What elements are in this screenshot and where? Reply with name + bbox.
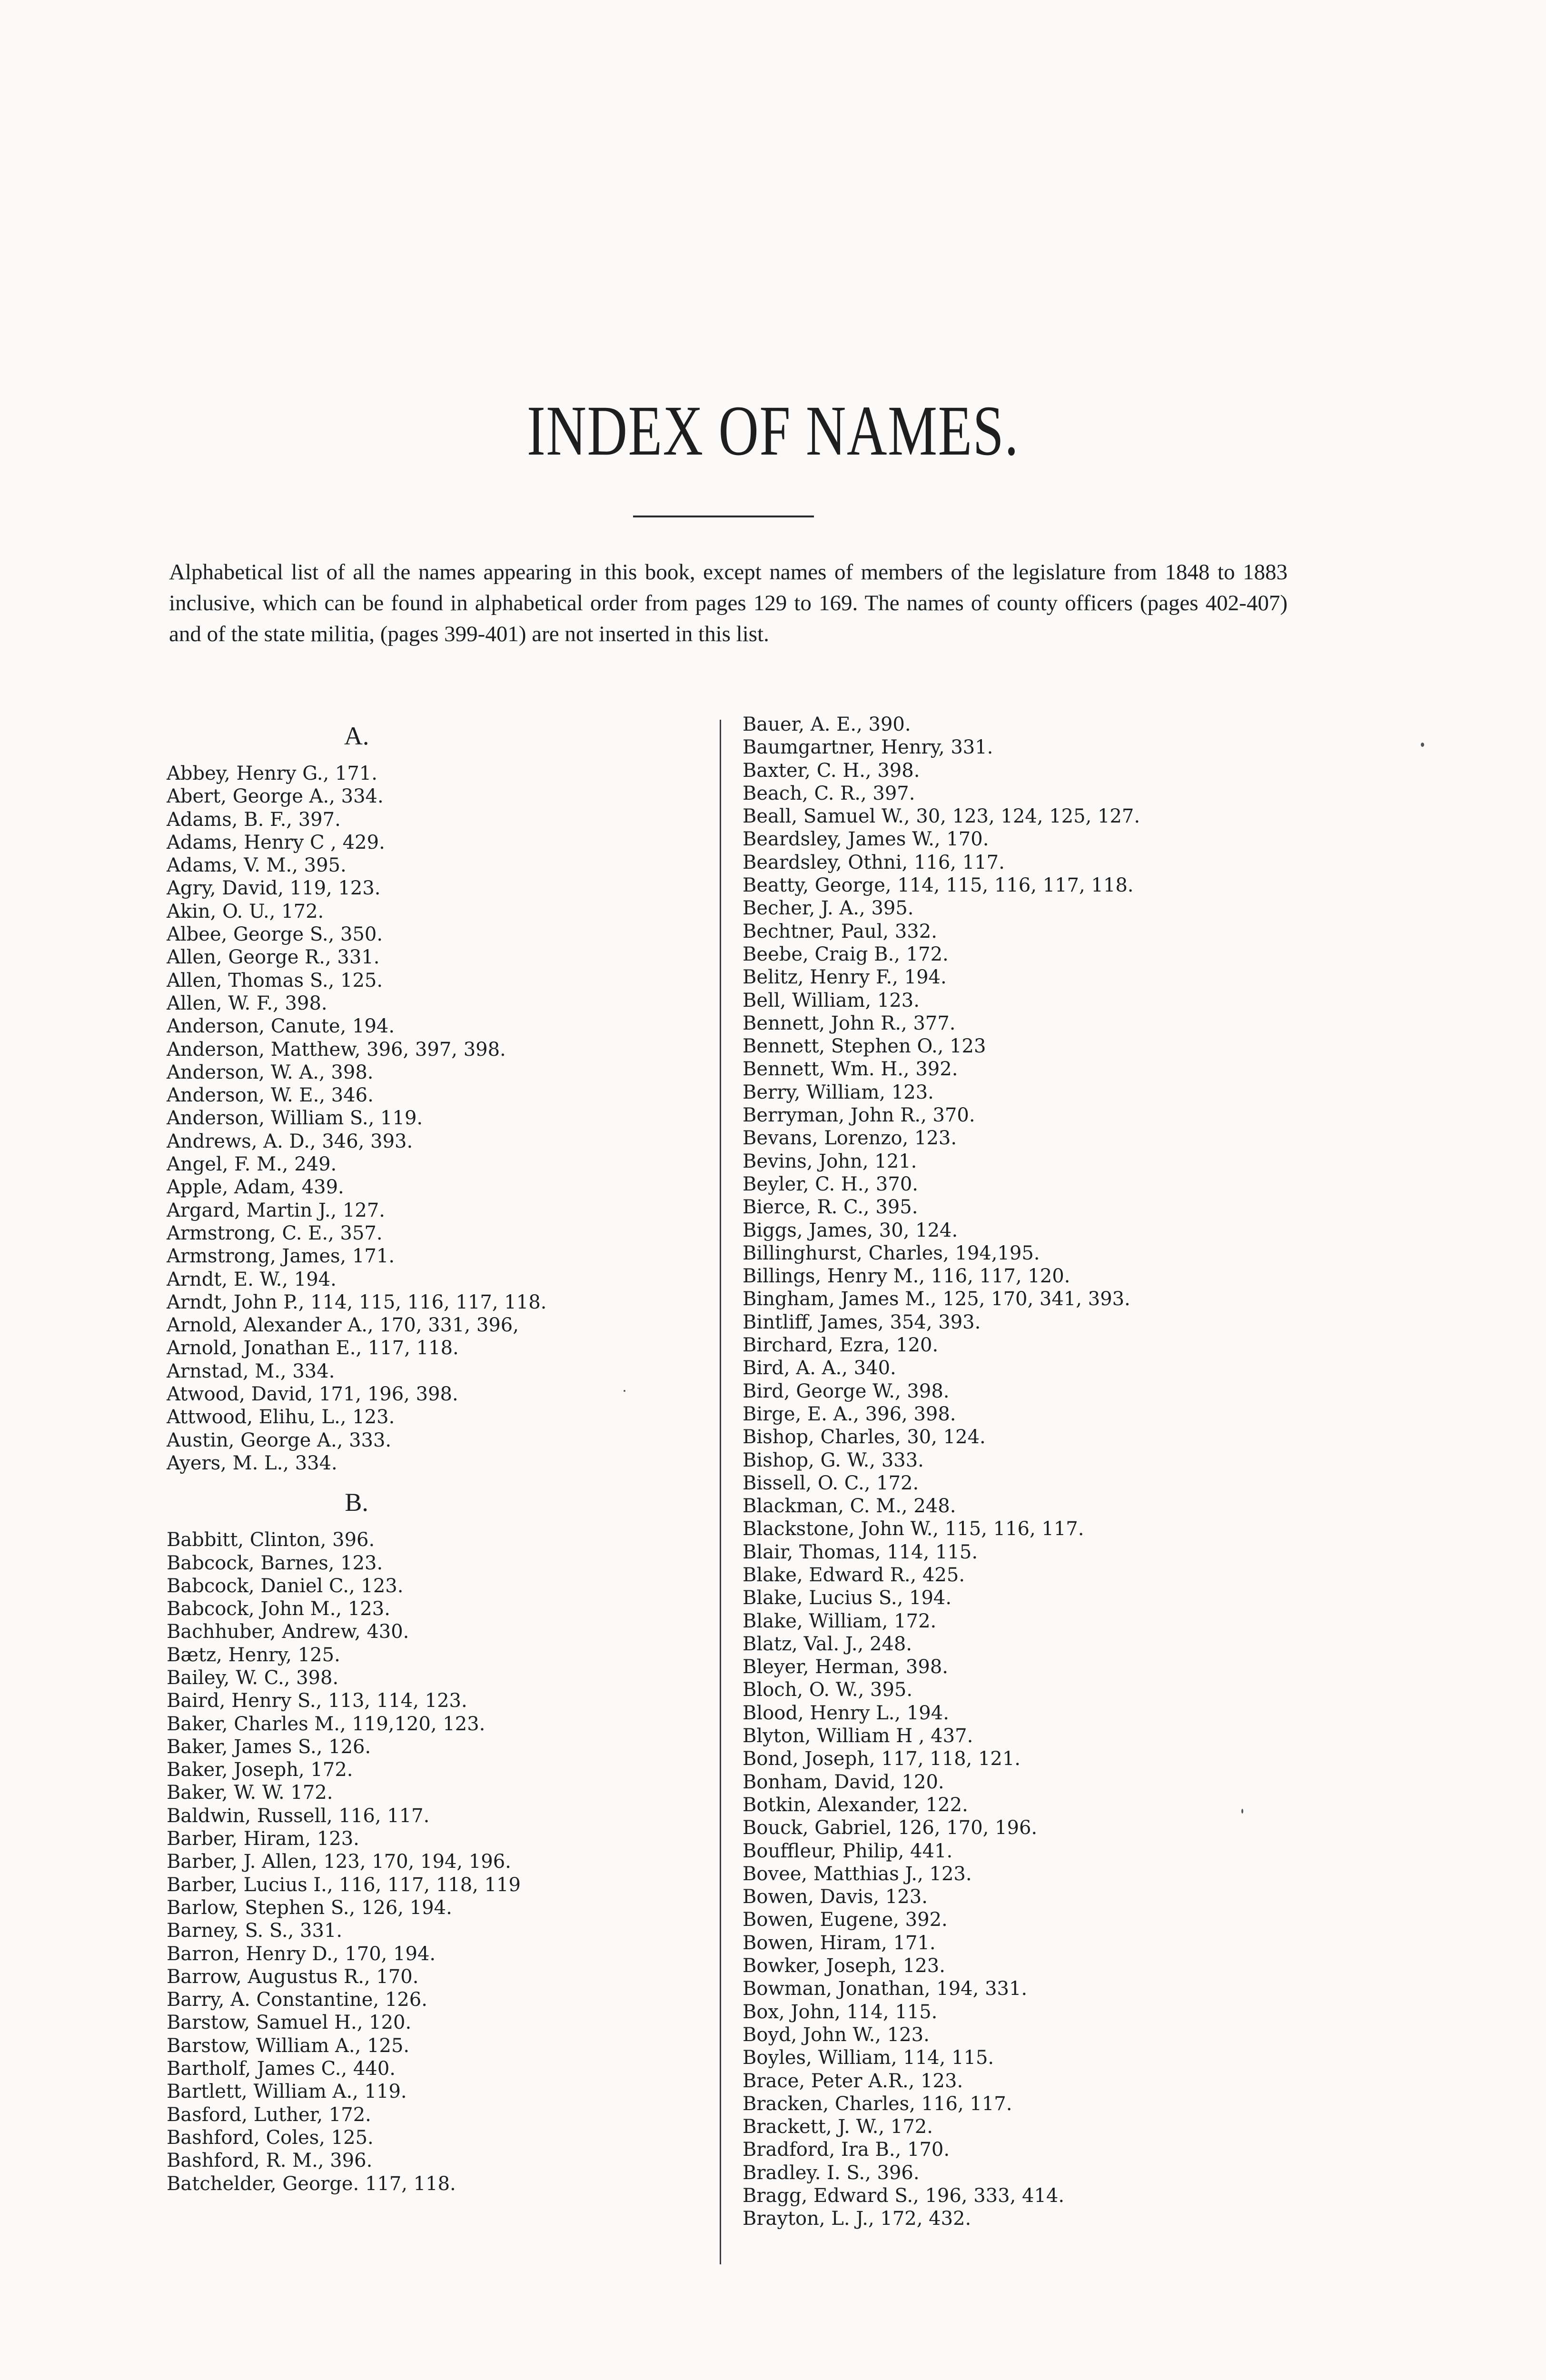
scan-speck [1421,743,1424,747]
index-entry: Baxter, C. H., 398. [743,759,920,782]
index-entry: Barstow, Samuel H., 120. [167,2012,412,2034]
index-entry: Bloch, O. W., 395. [743,1679,913,1701]
index-entry: Bailey, W. C., 398. [167,1666,339,1689]
index-entry: Barstow, William A., 125. [167,2034,410,2057]
index-entry: Brace, Peter A.R., 123. [743,2070,963,2092]
index-entry: Bell, William, 123. [743,989,920,1012]
section-heading-a: A. [344,722,369,750]
index-entry: Baldwin, Russell, 116, 117. [167,1805,430,1827]
index-entry: Adams, V. M., 395. [167,854,347,877]
index-entry: Agry, David, 119, 123. [167,877,381,900]
index-entry: Arnold, Jonathan E., 117, 118. [167,1337,459,1359]
index-entry: Barney, S. S., 331. [167,1920,343,1942]
index-entry: Bleyer, Herman, 398. [743,1656,948,1678]
entry-list-b [167,1528,546,2195]
index-entry: Barber, Lucius I., 116, 117, 118, 119 [167,1874,521,1896]
index-entry: Armstrong, C. E., 357. [167,1222,383,1244]
index-entry: Batchelder, George. 117, 118. [167,2172,456,2195]
index-entry: Barber, Hiram, 123. [167,1828,359,1850]
index-entry: Box, John, 114, 115. [743,2001,938,2023]
index-entry: Billings, Henry M., 116, 117, 120. [743,1265,1070,1288]
index-entry: Belitz, Henry F., 194. [743,966,947,989]
index-entry: Boyles, William, 114, 115. [743,2047,994,2069]
scan-speck [1241,1809,1243,1814]
index-entry: Bennett, Wm. H., 392. [743,1058,958,1081]
section-spacer [167,1515,546,1528]
index-entry: Andrews, A. D., 346, 393. [167,1130,413,1152]
entry-list-right [743,713,1140,2231]
index-entry: Baumgartner, Henry, 331. [743,736,993,759]
index-entry: Berryman, John R., 370. [743,1104,975,1127]
index-entry: Abbey, Henry G., 171. [167,763,377,784]
index-entry: Arndt, E. W., 194. [167,1268,337,1290]
index-entry: Bonham, David, 120. [743,1771,944,1793]
index-entry: Bradford, Ira B., 170. [743,2139,950,2161]
index-entry: Allen, Thomas S., 125. [167,969,383,992]
index-entry: Barron, Henry D., 170, 194. [167,1943,436,1965]
index-entry: Birge, E. A., 396, 398. [743,1403,956,1425]
column-divider [720,720,721,2264]
index-entry: Baker, W. W. 172. [167,1782,333,1804]
index-entry: Blair, Thomas, 114, 115. [743,1541,978,1563]
index-entry: Becher, J. A., 395. [743,897,914,920]
index-entry: Bowker, Joseph, 123. [743,1955,945,1977]
index-entry: Barber, J. Allen, 123, 170, 194, 196. [167,1851,511,1873]
index-entry: Anderson, W. E., 346. [167,1084,374,1107]
index-entry: Angel, F. M., 249. [167,1153,337,1176]
entry-list-a [167,762,546,1475]
index-entry: Anderson, W. A., 398. [167,1061,374,1083]
index-entry: Ayers, M. L., 334. [167,1452,337,1474]
index-entry: Babbitt, Clinton, 396. [167,1529,375,1551]
index-entry: Bouffleur, Philip, 441. [743,1840,953,1862]
index-entry: Bowen, Eugene, 392. [743,1909,948,1931]
index-entry: Bowen, Davis, 123. [743,1886,928,1908]
index-entry: Blood, Henry L., 194. [743,1702,949,1724]
index-entry: Bradley. I. S., 396. [743,2162,920,2184]
index-entry: Barry, A. Constantine, 126. [167,1989,427,2011]
index-entry: Beach, C. R., 397. [743,782,915,804]
index-column-right [743,713,1140,2231]
index-entry: Bingham, James M., 125, 170, 341, 393. [743,1288,1130,1310]
index-entry: Bird, A. A., 340. [743,1357,896,1379]
index-entry: Billinghurst, Charles, 194,195. [743,1242,1040,1264]
scan-speck [624,1390,625,1392]
index-entry: Baker, James S., 126. [167,1735,371,1758]
index-entry: Bracken, Charles, 116, 117. [743,2092,1012,2115]
index-entry: Blatz, Val. J., 248. [743,1633,912,1655]
index-entry: Bishop, Charles, 30, 124. [743,1426,986,1448]
index-entry: Argard, Martin J., 127. [167,1199,386,1221]
index-entry: Bartlett, William A., 119. [167,2081,407,2103]
index-entry: Blyton, William H , 437. [743,1725,973,1747]
index-entry: Blackstone, John W., 115, 116, 117. [743,1518,1084,1540]
index-entry: Beardsley, James W., 170. [743,828,989,851]
index-entry: Blake, William, 172. [743,1610,937,1632]
index-entry: Attwood, Elihu, L., 123. [167,1406,395,1428]
index-entry: Berry, William, 123. [743,1081,934,1103]
index-entry: Bartholf, James C., 440. [167,2058,396,2080]
index-entry: Bond, Joseph, 117, 118, 121. [743,1748,1021,1770]
index-entry: Bachhuber, Andrew, 430. [167,1621,409,1643]
index-entry: Baker, Joseph, 172. [167,1759,353,1781]
index-entry: Arnstad, M., 334. [167,1360,335,1382]
index-entry: Allen, George R., 331. [167,946,380,969]
index-entry: Bissell, O. C., 172. [743,1472,919,1494]
index-column-left [167,713,546,2195]
index-entry: Albee, George S., 350. [167,923,383,946]
index-entry: Bird, George W., 398. [743,1380,950,1402]
section-heading-b: B. [345,1488,368,1517]
index-entry: Bragg, Edward S., 196, 333, 414. [743,2185,1065,2207]
index-entry: Bintliff, James, 354, 393. [743,1311,981,1333]
page-title: INDEX OF NAMES. [526,391,1020,470]
index-entry: Bennett, John R., 377. [743,1012,956,1034]
index-entry: Bovee, Matthias J., 123. [743,1863,972,1885]
index-entry: Beebe, Craig B., 172. [743,943,949,965]
index-entry: Anderson, William S., 119. [167,1107,423,1130]
index-entry: Adams, Henry C , 429. [167,831,385,853]
index-entry: Bashford, R. M., 396. [167,2150,373,2172]
index-entry: Bætz, Henry, 125. [167,1644,340,1666]
index-entry: Barlow, Stephen S., 126, 194. [167,1896,452,1919]
index-entry: Blackman, C. M., 248. [743,1495,956,1517]
index-entry: Bevans, Lorenzo, 123. [743,1127,957,1150]
index-entry: Bechtner, Paul, 332. [743,920,937,942]
index-entry: Bennett, Stephen O., 123 [743,1035,986,1058]
index-entry: Babcock, Barnes, 123. [167,1552,383,1574]
index-entry: Akin, O. U., 172. [167,900,324,922]
index-entry: Anderson, Canute, 194. [167,1015,395,1038]
index-entry: Arndt, John P., 114, 115, 116, 117, 118. [167,1291,547,1313]
index-entry: Blake, Lucius S., 194. [743,1587,952,1609]
index-entry: Baird, Henry S., 113, 114, 123. [167,1690,467,1712]
index-entry: Bishop, G. W., 333. [743,1449,924,1471]
index-entry: Brackett, J. W., 172. [743,2116,933,2138]
index-entry: Bashford, Coles, 125. [167,2126,374,2149]
index-entry: Beall, Samuel W., 30, 123, 124, 125, 127. [743,805,1140,828]
index-entry: Allen, W. F., 398. [167,992,327,1014]
index-entry: Biggs, James, 30, 124. [743,1219,958,1241]
index-entry: Beatty, George, 114, 115, 116, 117, 118. [743,874,1134,897]
index-entry: Basford, Luther, 172. [167,2103,371,2126]
index-entry: Apple, Adam, 439. [167,1176,344,1199]
index-entry: Birchard, Ezra, 120. [743,1334,939,1357]
index-entry: Brayton, L. J., 172, 432. [743,2208,971,2230]
index-entry: Armstrong, James, 171. [167,1245,395,1268]
index-entry: Adams, B. F., 397. [167,808,341,831]
index-entry: Austin, George A., 333. [167,1429,392,1451]
index-entry: Bowman, Jonathan, 194, 331. [743,1978,1028,2000]
index-entry: Beyler, C. H., 370. [743,1173,918,1195]
index-entry: Arnold, Alexander A., 170, 331, 396, [167,1314,519,1337]
index-entry: Babcock, Daniel C., 123. [167,1575,404,1597]
index-entry: Baker, Charles M., 119,120, 123. [167,1713,486,1735]
index-entry: Abert, George A., 334. [167,785,384,808]
index-entry: Bowen, Hiram, 171. [743,1932,936,1954]
index-entry: Beardsley, Othni, 116, 117. [743,851,1005,873]
index-entry: Barrow, Augustus R., 170. [167,1965,419,1988]
index-entry: Babcock, John M., 123. [167,1598,390,1620]
title-rule [633,516,814,517]
index-entry: Bevins, John, 121. [743,1150,917,1172]
index-entry: Botkin, Alexander, 122. [743,1794,968,1816]
index-entry: Blake, Edward R., 425. [743,1564,965,1586]
index-entry: Bouck, Gabriel, 126, 170, 196. [743,1817,1038,1839]
index-entry: Bierce, R. C., 395. [743,1196,918,1219]
index-entry: Bauer, A. E., 390. [743,714,911,735]
index-entry: Boyd, John W., 123. [743,2023,930,2046]
intro-paragraph: Alphabetical list of all the names appearing in this book, except names of members of the legislature from 1848 to 1883 inclusive, which can be found in alphabetical order from pages 129 to 169. The names of county officers (pages 402-407) and of the state militia, (pages 399-401) are not inserted in this list. [169,560,1288,646]
index-entry: Atwood, David, 171, 196, 398. [167,1383,458,1406]
index-entry: Anderson, Matthew, 396, 397, 398. [167,1038,506,1061]
section-spacer [167,749,546,762]
